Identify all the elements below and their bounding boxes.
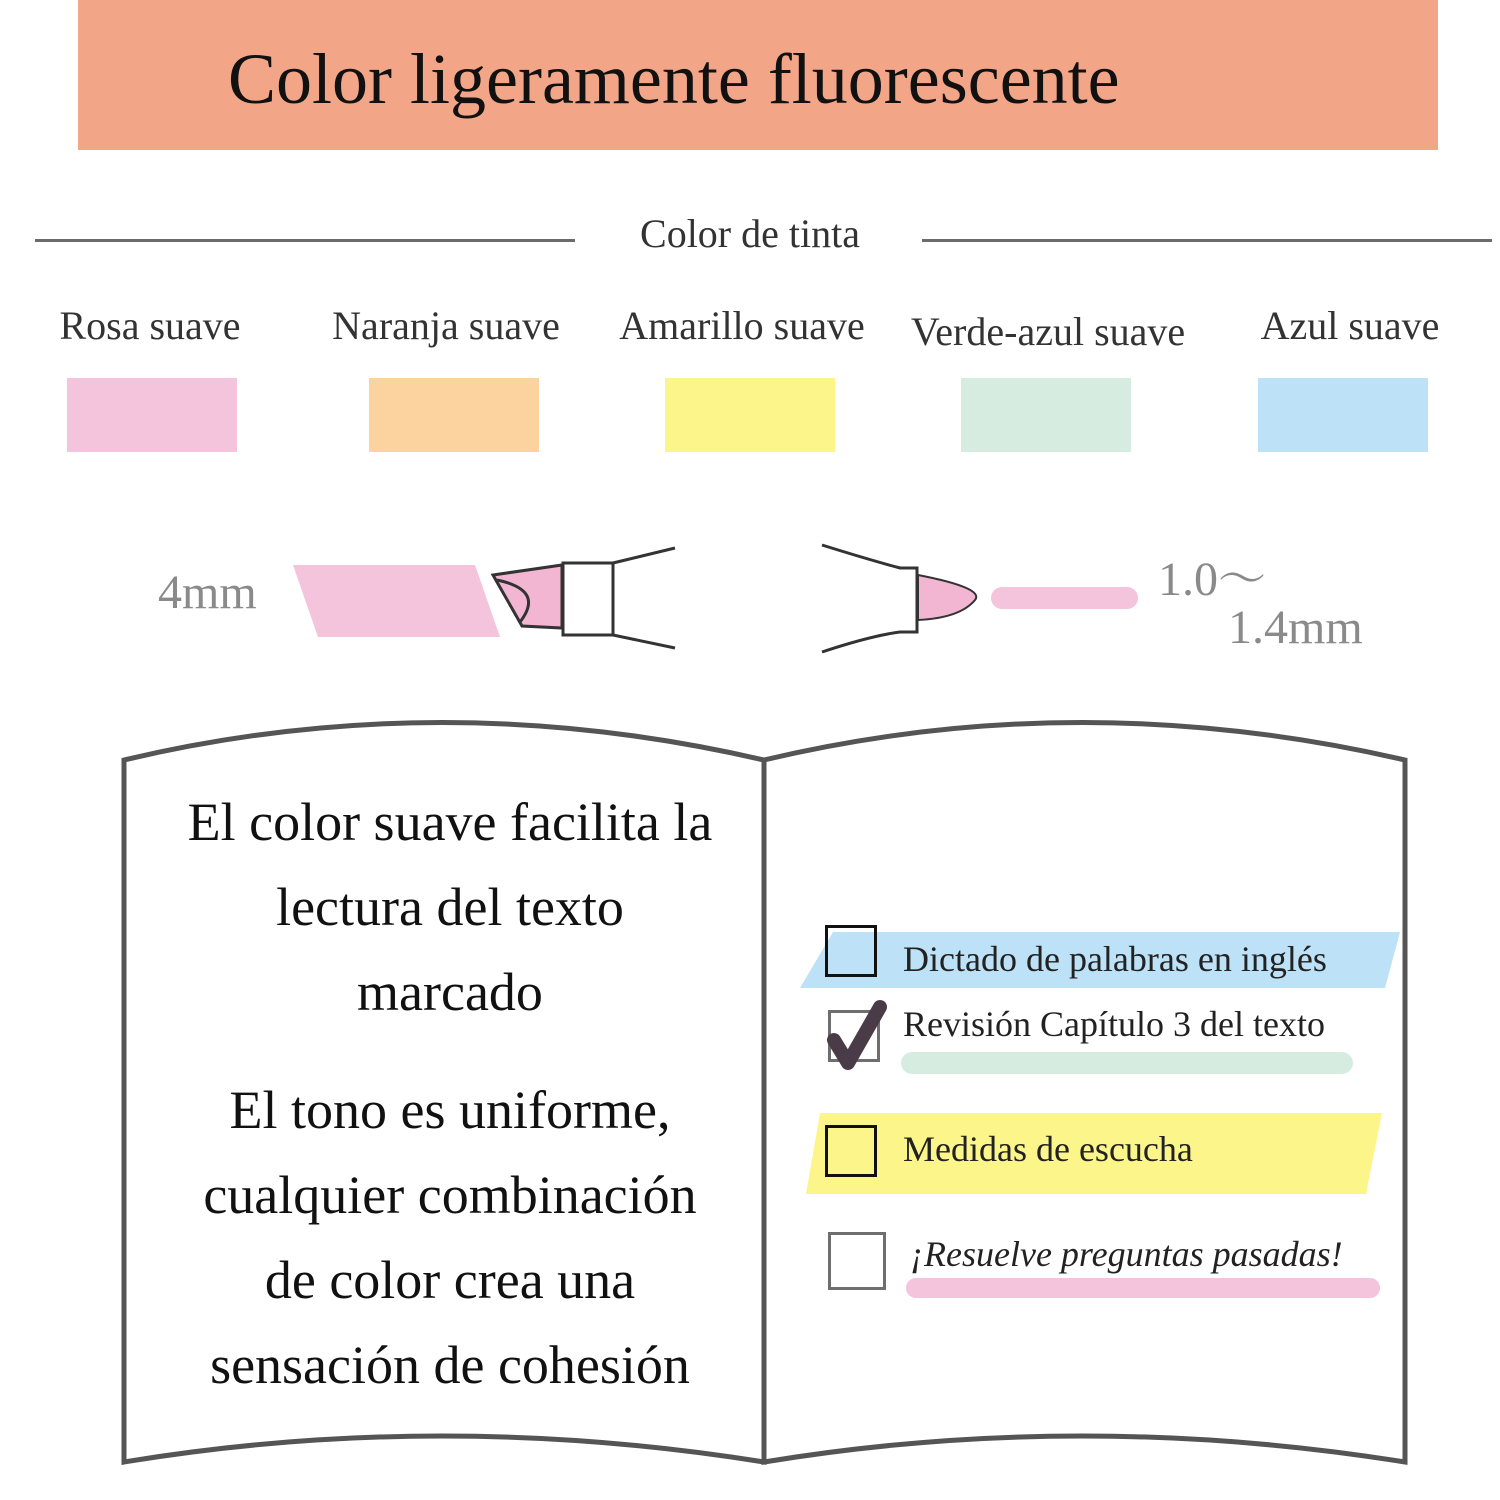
para2-line-3: de color crea una — [264, 1250, 636, 1310]
para2-line-1: El tono es uniforme, — [229, 1080, 671, 1140]
para1-line-3: marcado — [357, 962, 543, 1022]
swatch-teal — [961, 378, 1131, 452]
swatch-pink — [67, 378, 237, 452]
swatch-label-yellow: Amarillo suave — [619, 303, 865, 348]
swatch-yellow — [665, 378, 835, 452]
page-title: Color ligeramente fluorescente — [228, 39, 1120, 119]
swatch-blue — [1258, 378, 1428, 452]
divider-right — [922, 239, 1492, 242]
title-banner — [78, 0, 1438, 150]
para2-line-2: cualquier combinación — [203, 1165, 697, 1225]
divider-left — [35, 239, 575, 242]
swatch-label-orange: Naranja suave — [332, 303, 560, 348]
task-text-2: Revisión Capítulo 3 del texto — [903, 1004, 1325, 1044]
bullet-tip-width-line1: 1.0～ — [1158, 553, 1267, 606]
swatch-label-pink: Rosa suave — [59, 303, 241, 348]
task-text-1: Dictado de palabras en inglés — [903, 939, 1327, 979]
task-checkbox-4[interactable] — [828, 1232, 886, 1290]
bullet-nib-icon — [918, 575, 976, 620]
checkmark-icon — [822, 995, 892, 1075]
bullet-body-icon — [822, 545, 917, 652]
para2-line-4: sensación de cohesión — [210, 1335, 690, 1395]
swatch-label-teal: Verde-azul suave — [910, 309, 1186, 354]
task-checkbox-3[interactable] — [825, 1125, 877, 1177]
para1-line-2: lectura del texto — [276, 877, 624, 937]
marker-tips-illustration — [0, 530, 1500, 670]
task-text-4: ¡Resuelve preguntas pasadas! — [910, 1234, 1343, 1274]
swatch-orange — [369, 378, 539, 452]
bullet-tip-width-line2: 1.4mm — [1228, 601, 1363, 654]
chisel-tip-width: 4mm — [158, 566, 257, 619]
para1-line-1: El color suave facilita la — [187, 792, 713, 852]
task-text-3: Medidas de escucha — [903, 1129, 1193, 1169]
ink-color-heading: Color de tinta — [640, 211, 860, 256]
chisel-collar-icon — [563, 563, 613, 635]
task-checkbox-1[interactable] — [825, 925, 877, 977]
swatch-label-blue: Azul suave — [1260, 303, 1440, 348]
chisel-stroke-sample — [293, 565, 500, 637]
